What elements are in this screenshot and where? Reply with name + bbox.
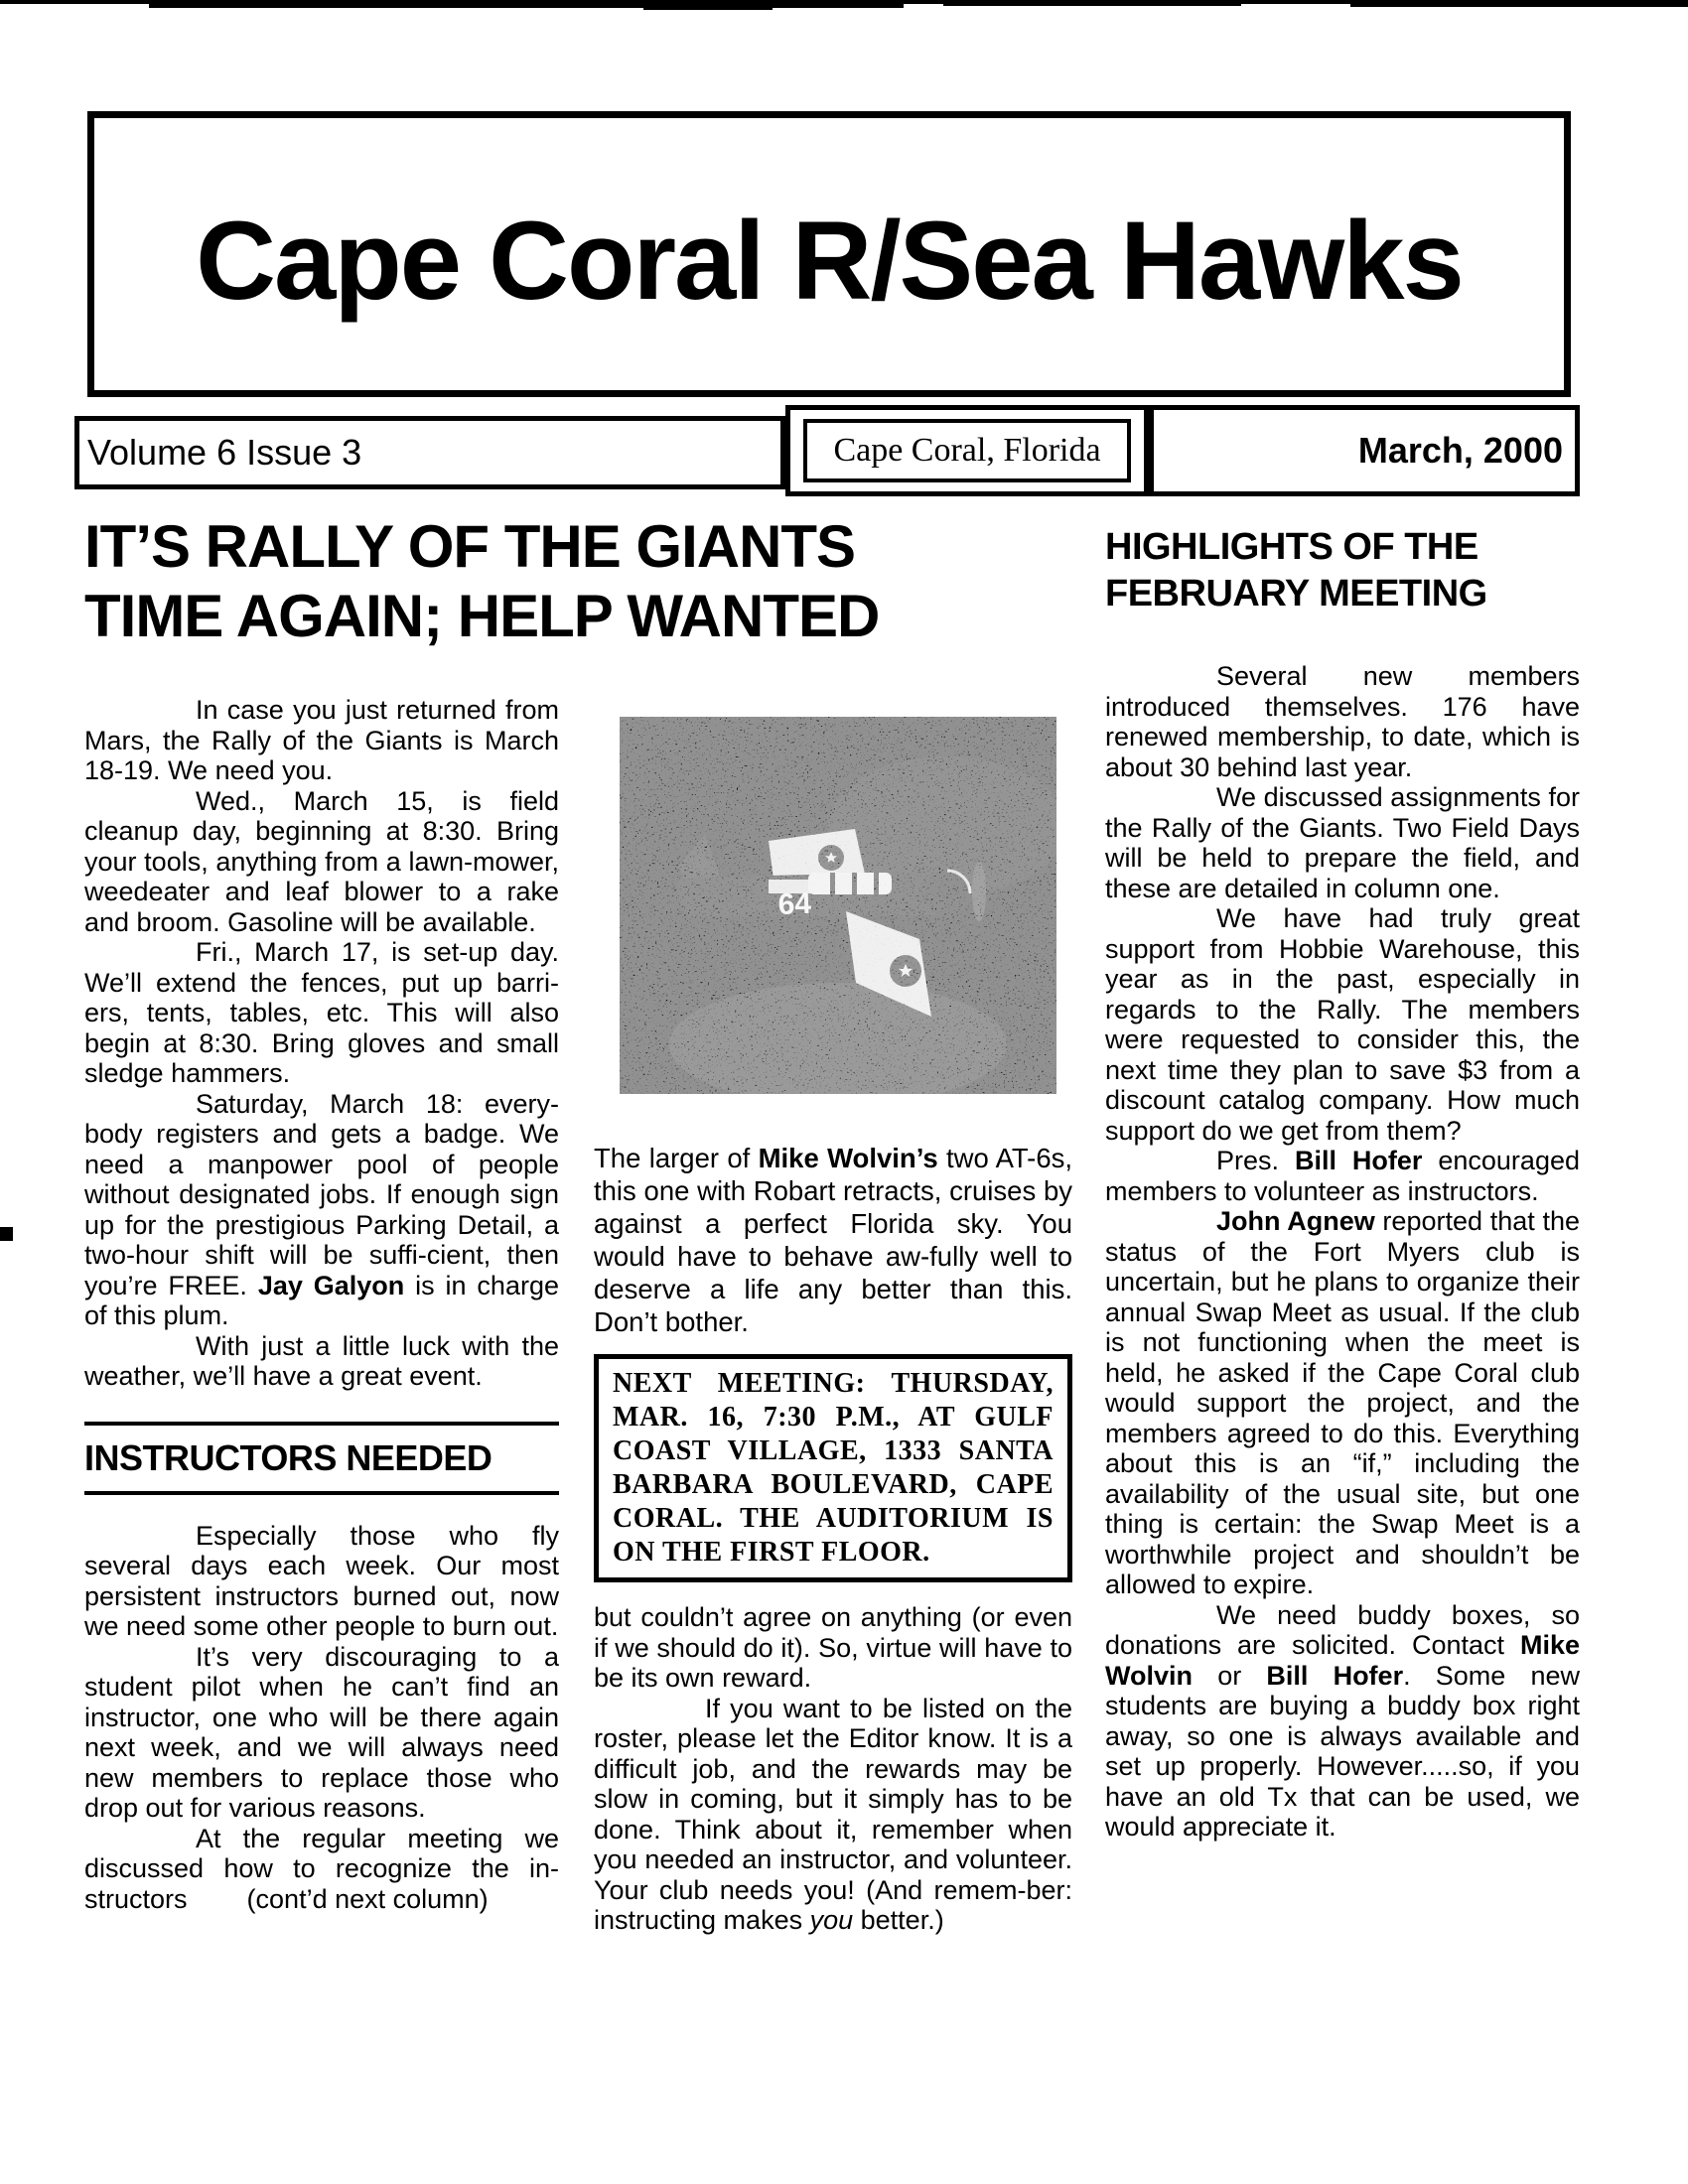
section-rule-bottom	[84, 1491, 559, 1495]
lead-story-body: In case you just returned from Mars, the Rally of the Giants is March 18-19. We need you. Wed., March 15, is field cleanup day, beginning at 8:30. Bring your tools, anything from a lawn-mower, weedeater and leaf blower to a rake and broom. Gasoline will be available. Fri., March 17, is set-up day. We’ll extend the fences, put up barri-ers, tents, tables, etc. This will also begin at 8:30. Bring gloves and small sledge hammers. Saturday, March 18: every-body registers and gets a badge. We need a manpower pool of people without designated jobs. If enough sign up for the prestigious Parking Detail, a two-hour shift will be suffi-cient, then you’re FREE. Jay Galyon is in charge of this plum. With just a little luck with the weather, we’ll have a great event.	[84, 695, 559, 1391]
instructors-heading: INSTRUCTORS NEEDED	[84, 1436, 492, 1478]
scan-artifact-left-edge	[0, 1227, 13, 1241]
photo-column	[594, 707, 1072, 1936]
highlights-column	[1105, 524, 1580, 1843]
airplane-photo	[620, 717, 1056, 1094]
instructors-body: Especially those who fly several days each week. Our most persistent instructors burned out, now we need some other people to burn out. It’s very discouraging to a student pilot when he can’t find an instructor, one who will be there again next week, and we will always need new members to replace those who drop out for various reasons. At the regular meeting we discussed how to recognize the in-structors (cont’d next column)	[84, 1520, 559, 1914]
masthead-box	[87, 111, 1571, 397]
lead-headline-line1: IT’S RALLY OF THE GIANTS	[84, 513, 856, 580]
next-meeting-text: NEXT MEETING: THURSDAY, MAR. 16, 7:30 P.M., AT GULF COAST VILLAGE, 1333 SANTA BARBARA BOULEVARD, CAPE CORAL. THE AUDITORIUM IS ON THE FIRST FLOOR.	[613, 1368, 1054, 1568]
volume-issue-label: Volume 6 Issue 3	[87, 432, 362, 473]
highlights-heading-line2: FEBRUARY MEETING	[1105, 573, 1487, 614]
photo-caption	[594, 1142, 1072, 1338]
lead-story-column	[84, 695, 559, 1914]
highlights-body: Several new members introduced themselves. 176 have renewed membership, to date, which is about 30 behind last year. We discussed assignments for the Rally of the Giants. Two Field Days will be held to prepare the field, and these are detailed in column one. We have had truly great support from Hobbie Warehouse, this year as in the past, especially in regards to the Rally. The members were requested to consider this, the next time they plan to save $3 from a discount catalog company. How much support do we get from them? Pres. Bill Hofer encouraged members to volunteer as instructors. John Agnew reported that the status of the Fort Myers club is uncertain, but he plans to organize their annual Swap Meet as usual. If the club is not functioning when the meet is held, he asked if the Cape Coral club would support the project, and the members agreed to do this. Everything about this is an “if,” including the availability of the usual site, but one thing is certain: the Swap Meet is a worthwhile project and shouldn’t be allowed to expire. We need buddy boxes, so donations are solicited. Contact Mike Wolvin or Bill Hofer. Some new students are buying a buddy box right away, so one is always available and set up properly. However.....so, if you have an old Tx that can be used, we would appreciate it.	[1105, 661, 1581, 1842]
info-cell-city	[785, 405, 1149, 496]
lead-headline-line2: TIME AGAIN; HELP WANTED	[84, 583, 880, 649]
newsletter-title: Cape Coral R/Sea Hawks	[196, 198, 1463, 323]
highlights-heading	[1105, 524, 1580, 617]
city-label: Cape Coral, Florida	[833, 432, 1101, 469]
lead-headline	[84, 512, 1057, 651]
info-cell-volume	[74, 416, 785, 489]
city-box	[803, 419, 1131, 482]
photo-caption-text: The larger of Mike Wolvin’s two AT-6s, this one with Robart retracts, cruises by against a perfect Florida sky. You would have to behave aw-fully well to deserve a life any better than this. Don’t bother.	[594, 1143, 1072, 1337]
editor-story-body: but couldn’t agree on anything (or even if we should do it). So, virtue will have to be its own reward. If you want to be listed on the roster, please let the Editor know. It is a difficult job, and the rewards may be slow in coming, but it simply has to be done. Think about it, remember when you needed an instructor, and volunteer. Your club needs you! (And remem-ber: instructing makes you better.)	[594, 1602, 1072, 1935]
highlights-heading-line1: HIGHLIGHTS OF THE	[1105, 526, 1478, 568]
next-meeting-box	[594, 1354, 1072, 1582]
section-rule-top	[84, 1422, 559, 1426]
airplane-photo-art	[620, 717, 1056, 1094]
issue-date-label: March, 2000	[1357, 430, 1563, 471]
info-cell-date	[1149, 405, 1580, 496]
